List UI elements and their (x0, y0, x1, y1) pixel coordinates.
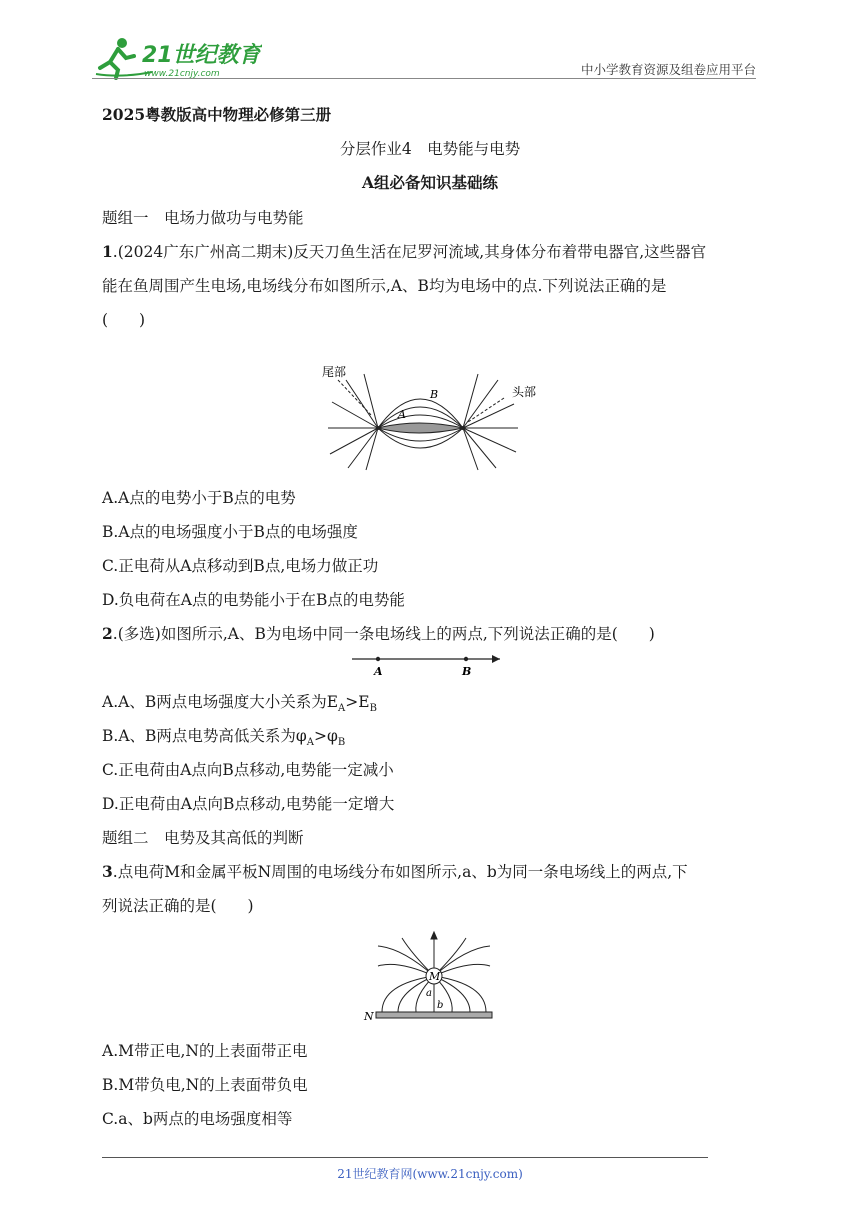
q2-figure-field-line (350, 652, 510, 678)
q1-option-a: A.A点的电势小于B点的电势 (102, 489, 296, 507)
site-logo (92, 34, 262, 80)
q3-label-a: a (426, 988, 432, 999)
logo-url: www.21cnjy.com (144, 69, 220, 79)
group2-heading: 题组二 电势及其高低的判断 (102, 829, 304, 847)
q2-option-d: D.正电荷由A点向B点移动,电势能一定增大 (102, 795, 395, 813)
q3-option-b: B.M带负电,N的上表面带负电 (102, 1076, 308, 1094)
footer-divider (102, 1157, 708, 1158)
q1-label-a: A (398, 408, 406, 421)
q1-label-b: B (430, 388, 439, 401)
q2-label-a: A (374, 665, 383, 678)
q1-label-head: 头部 (512, 385, 537, 399)
logo-text: 21世纪教育 (142, 43, 261, 68)
q2-option-a: A.A、B两点电场强度大小关系为$E_A>E_B$ (102, 693, 377, 715)
book-title: 2025粤教版高中物理必修第三册 (102, 105, 332, 124)
q3-text1: .点电荷M和金属平板N周围的电场线分布如图所示,a、b为同一条电场线上的两点,下 (112, 863, 688, 881)
q1-line1 (102, 242, 706, 262)
group1-heading: 题组一 电场力做功与电势能 (102, 209, 304, 227)
q1-text1: .(2024广东广州高二期末)反天刀鱼生活在尼罗河流域,其身体分布着带电器官,这些器官 (112, 243, 707, 261)
q3-line2: 列说法正确的是( ) (102, 897, 254, 915)
q3-number: 3 (102, 862, 113, 881)
q3-option-c: C.a、b两点的电场强度相等 (102, 1110, 293, 1128)
q3-figure-charge-plate (362, 928, 498, 1028)
q2-label-b: B (462, 665, 472, 678)
q1-line3: ( ) (102, 311, 146, 329)
q3-label-b: b (437, 1000, 444, 1011)
q3-line1 (102, 862, 688, 882)
q1-option-c: C.正电荷从A点移动到B点,电场力做正功 (102, 557, 379, 575)
q2-option-b: B.A、B两点电势高低关系为$\varphi_A>\varphi_B$ (102, 727, 346, 749)
footer-site-link[interactable]: 21世纪教育网(www.21cnjy.com) (337, 1167, 523, 1181)
q3-label-n: N (364, 1010, 374, 1023)
q1-label-tail: 尾部 (322, 365, 347, 379)
q3-option-a: A.M带正电,N的上表面带正电 (102, 1042, 308, 1060)
q1-line2: 能在鱼周围产生电场,电场线分布如图所示,A、B均为电场中的点.下列说法正确的是 (102, 277, 667, 295)
header-platform-text: 中小学教育资源及组卷应用平台 (580, 62, 756, 77)
q2-line1 (102, 624, 655, 644)
q2-number: 2 (102, 624, 113, 643)
q1-option-d: D.负电荷在A点的电势能小于在B点的电势能 (102, 591, 405, 609)
section-title: A组必备知识基础练 (361, 173, 499, 192)
q2-text1: .(多选)如图所示,A、B为电场中同一条电场线上的两点,下列说法正确的是( ) (112, 625, 655, 643)
assignment-title: 分层作业4 电势能与电势 (339, 140, 521, 158)
q3-label-m: M (429, 970, 441, 983)
q2-option-c: C.正电荷由A点向B点移动,电势能一定减小 (102, 761, 394, 779)
q1-figure-fish-field (318, 362, 548, 472)
q1-number: 1 (102, 242, 113, 261)
header-divider (92, 78, 756, 79)
q1-option-b: B.A点的电场强度小于B点的电场强度 (102, 523, 358, 541)
